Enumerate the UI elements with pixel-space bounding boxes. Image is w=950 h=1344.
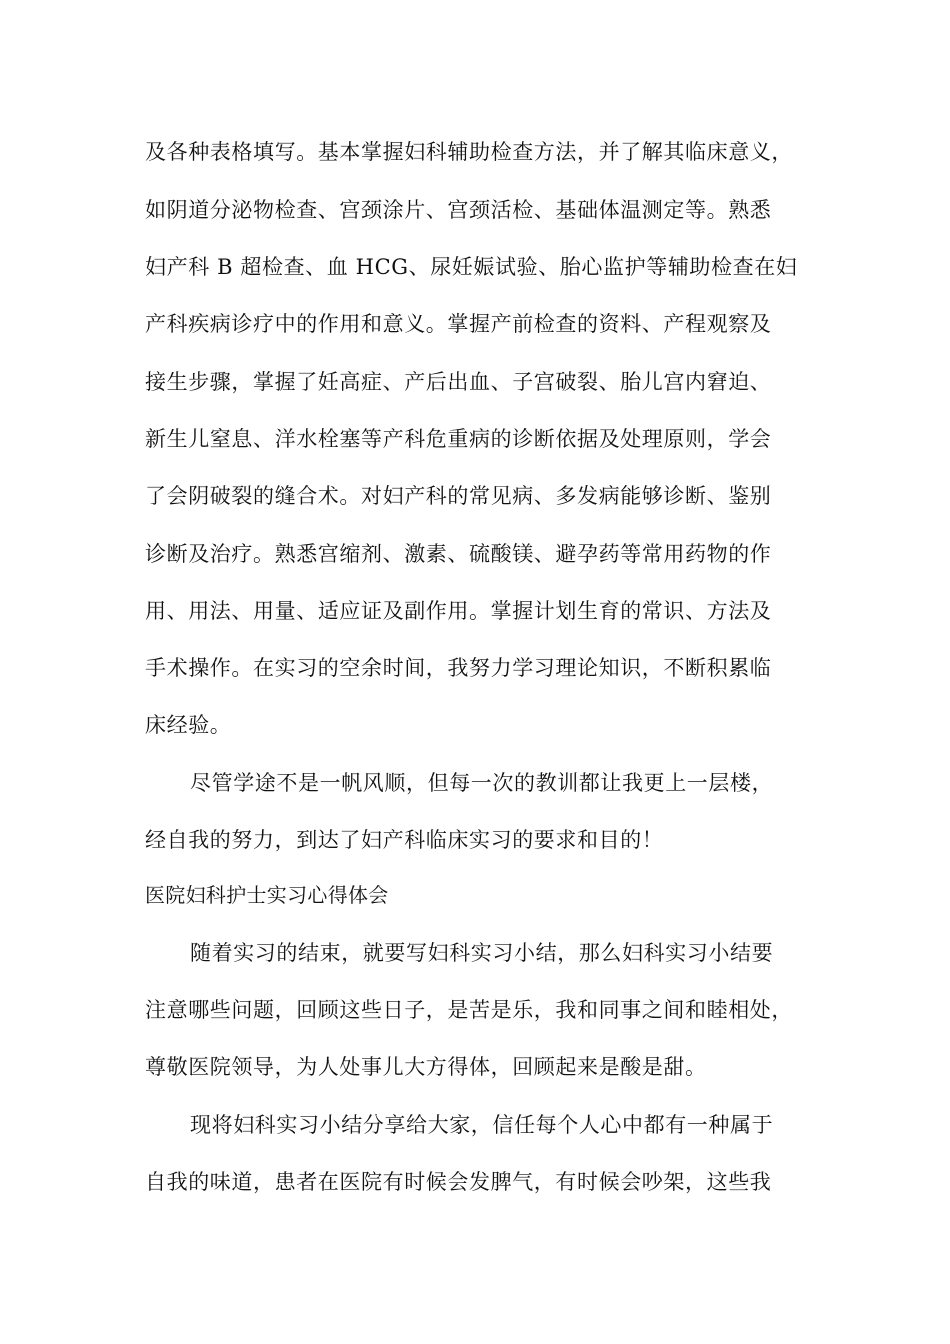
text-line: 如阴道分泌物检查、宫颈涂片、宫颈活检、基础体温测定等。熟悉: [145, 198, 772, 222]
section-heading: 医院妇科护士实习心得体会: [145, 883, 389, 907]
text-line: 手术操作。在实习的空余时间，我努力学习理论知识，不断积累临: [145, 656, 772, 680]
text-line: 及各种表格填写。基本掌握妇科辅助检查方法，并了解其临床意义，: [145, 140, 793, 164]
text-line: 经自我的努力，到达了妇产科临床实习的要求和目的！: [145, 828, 664, 852]
text-line: 诊断及治疗。熟悉宫缩剂、激素、硫酸镁、避孕药等常用药物的作: [145, 542, 772, 566]
paragraph-start-line: 现将妇科实习小结分享给大家，信任每个人心中都有一种属于: [190, 1113, 774, 1137]
text-line: 妇产科 B 超检查、血 HCG、尿妊娠试验、胎心监护等辅助检查在妇: [145, 255, 798, 279]
text-line: 注意哪些问题，回顾这些日子，是苦是乐，我和同事之间和睦相处，: [145, 998, 793, 1022]
text-line: 产科疾病诊疗中的作用和意义。掌握产前检查的资料、产程观察及: [145, 312, 772, 336]
paragraph-start-line: 随着实习的结束，就要写妇科实习小结，那么妇科实习小结要: [190, 941, 774, 965]
text-line: 床经验。: [145, 713, 232, 737]
text-line: 自我的味道，患者在医院有时候会发脾气，有时候会吵架，这些我: [145, 1170, 772, 1194]
text-line: 新生儿窒息、洋水栓塞等产科危重病的诊断依据及处理原则，学会: [145, 427, 772, 451]
text-line: 了会阴破裂的缝合术。对妇产科的常见病、多发病能够诊断、鉴别: [145, 484, 772, 508]
text-line: 尊敬医院领导，为人处事儿大方得体，回顾起来是酸是甜。: [145, 1055, 707, 1079]
text-line: 接生步骤，掌握了妊高症、产后出血、子宫破裂、胎儿宫内窘迫、: [145, 370, 772, 394]
paragraph-start-line: 尽管学途不是一帆风顺，但每一次的教训都让我更上一层楼，: [190, 771, 774, 795]
text-line: 用、用法、用量、适应证及副作用。掌握计划生育的常识、方法及: [145, 599, 772, 623]
